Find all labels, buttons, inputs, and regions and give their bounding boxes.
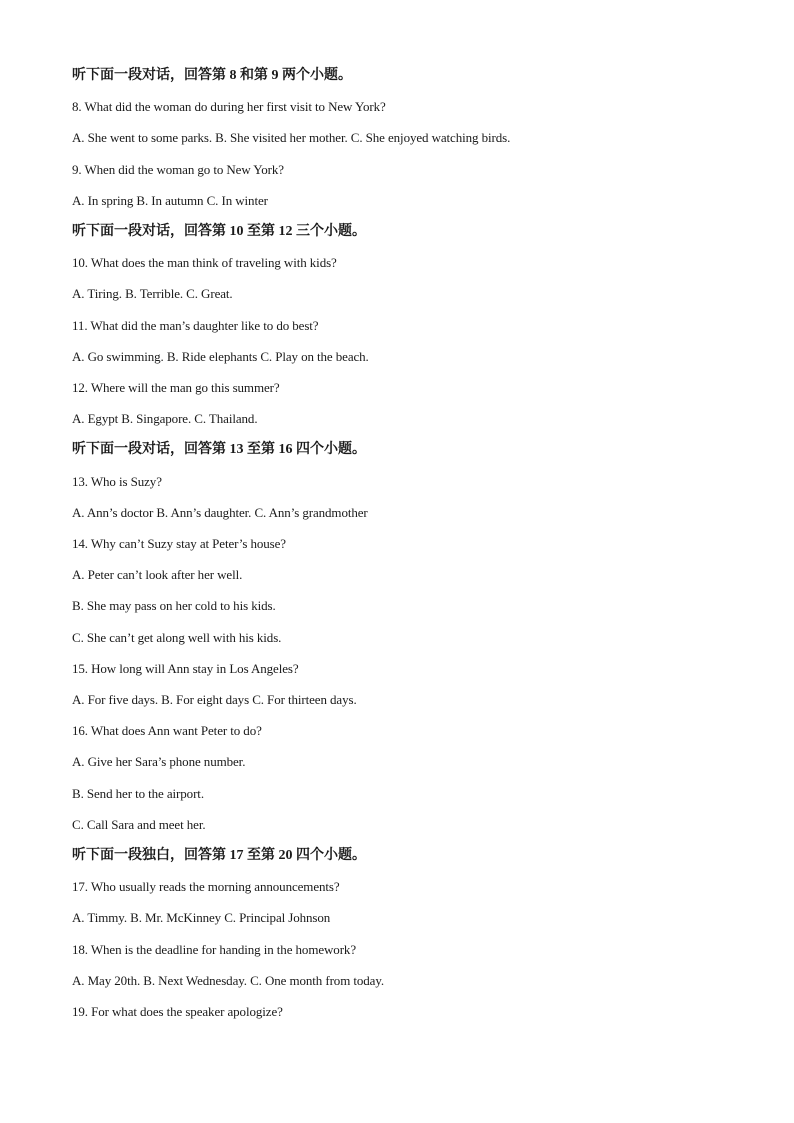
text-line: A. Go swimming. B. Ride elephants C. Play on the beach.	[72, 348, 369, 364]
text-line: B. Send her to the airport.	[72, 785, 204, 801]
text-line: A. Timmy. B. Mr. McKinney C. Principal Johnson	[72, 910, 331, 926]
text-line: A. Give her Sara’s phone number.	[72, 754, 246, 770]
section-heading: 听下面一段对话，回答第 10 至第 12 三个小题。	[72, 224, 366, 239]
text-line: A. She went to some parks. B. She visited her mother. C. She enjoyed watching birds.	[72, 130, 511, 146]
text-line: 15. How long will Ann stay in Los Angeles?	[72, 660, 299, 676]
text-line: 9. When did the woman go to New York?	[72, 161, 284, 177]
text-line: 18. When is the deadline for handing in the homework?	[72, 941, 356, 957]
text-line: C. Call Sara and meet her.	[72, 816, 206, 832]
text-line: A. For five days. B. For eight days C. For thirteen days.	[72, 692, 357, 707]
text-line: B. She may pass on her cold to his kids.	[72, 598, 276, 614]
section-heading: 听下面一段对话，回答第 8 和第 9 两个小题。	[72, 68, 352, 83]
section-heading: 听下面一段独白，回答第 17 至第 20 四个小题。	[72, 848, 366, 863]
text-line: C. She can’t get along well with his kids.	[72, 629, 282, 645]
text-line: A. Tiring. B. Terrible. C. Great.	[72, 286, 233, 302]
text-line: 17. Who usually reads the morning announcements?	[72, 879, 340, 895]
text-line: 19. For what does the speaker apologize?	[72, 1004, 283, 1019]
text-line: 16. What does Ann want Peter to do?	[72, 723, 262, 739]
text-line: 13. Who is Suzy?	[72, 473, 162, 489]
text-line: 12. Where will the man go this summer?	[72, 380, 280, 395]
text-line: 14. Why can’t Suzy stay at Peter’s house?	[72, 536, 286, 551]
text-line: 8. What did the woman do during her first visit to New York?	[72, 99, 386, 115]
text-line: 10. What does the man think of traveling with kids?	[72, 255, 337, 271]
text-line: A. In spring B. In autumn C. In winter	[72, 192, 268, 208]
text-line: A. Ann’s doctor B. Ann’s daughter. C. Ann’s grandmother	[72, 504, 368, 520]
text-line: A. Peter can’t look after her well.	[72, 567, 243, 583]
text-line: A. May 20th. B. Next Wednesday. C. One month from today.	[72, 972, 385, 988]
section-heading: 听下面一段对话，回答第 13 至第 16 四个小题。	[72, 442, 366, 458]
text-line: A. Egypt B. Singapore. C. Thailand.	[72, 411, 258, 427]
text-line: 11. What did the man’s daughter like to do best?	[72, 317, 319, 333]
